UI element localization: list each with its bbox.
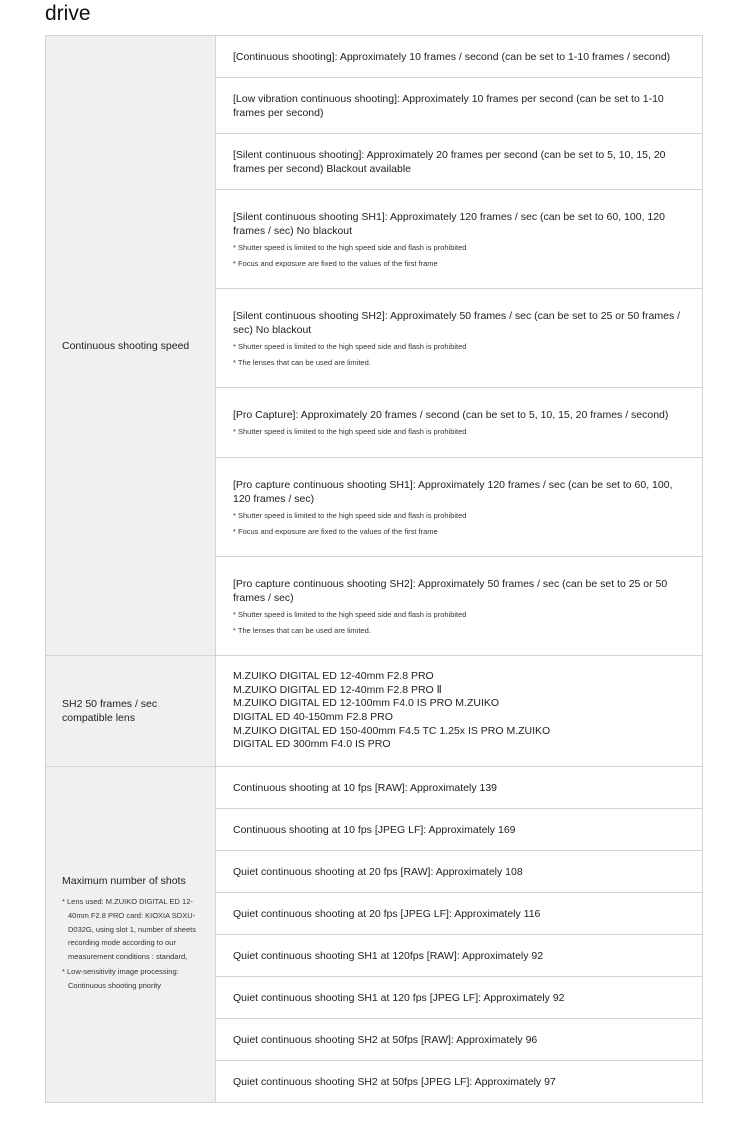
spec-text: [Silent continuous shooting]: Approximately 20 frames per second (can be set to 5, 10, 15, 20 frames per second) Blackout available [233, 148, 666, 175]
header-footnote: * Lens used: M.ZUIKO DIGITAL ED 12-40mm F2.8 PRO card: KIOXIA SDXU-D032G, using slot 1, number of sheets recording mode according to our measurement conditions : standard, [62, 897, 196, 961]
lens-list [233, 670, 688, 752]
spec-text: [Pro Capture]: Approximately 20 frames / second (can be set to 5, 10, 15, 20 frames / second) [233, 409, 669, 421]
header-footnote-list [62, 895, 207, 992]
footnote-list [233, 427, 688, 437]
spec-text: Quiet continuous shooting at 20 fps [RAW]: Approximately 108 [233, 865, 523, 878]
table-cell [216, 656, 703, 767]
spec-text: [Silent continuous shooting SH2]: Approximately 50 frames / sec (can be set to 25 or 50 frames / sec) No blackout [233, 309, 681, 336]
table-cell [216, 388, 703, 458]
table-cell [216, 1019, 703, 1061]
lens-item: DIGITAL ED 300mm F4.0 IS PRO [233, 738, 391, 751]
spec-text: Quiet continuous shooting SH1 at 120fps [RAW]: Approximately 92 [233, 949, 544, 962]
spec-text: Continuous shooting at 10 fps [JPEG LF]: Approximately 169 [233, 823, 516, 836]
footnote-list [233, 243, 688, 269]
spec-text: [Low vibration continuous shooting]: Approximately 10 frames per second (can be set to 1-10 frames per second) [233, 92, 664, 119]
table-cell [216, 935, 703, 977]
footnote-list [233, 511, 688, 537]
table-row [46, 656, 703, 767]
lens-item: DIGITAL ED 40-150mm F2.8 PRO [233, 711, 393, 723]
footnote: * Shutter speed is limited to the high speed side and flash is prohibited [233, 427, 467, 436]
row-header-label: Maximum number of shots [62, 875, 186, 888]
table-cell [216, 851, 703, 893]
table-cell [216, 767, 703, 809]
table-cell [216, 36, 703, 78]
header-footnote: * Low-sensitivity image processing: Continuous shooting priority [62, 967, 179, 990]
footnote-list [233, 342, 688, 368]
row-header-continuous-shooting-speed: Continuous shooting speed [46, 36, 216, 656]
row-header-sh2-compatible-lens: SH2 50 frames / sec compatible lens [46, 656, 216, 767]
table-cell [216, 289, 703, 388]
table-cell [216, 1061, 703, 1103]
table-cell [216, 809, 703, 851]
spec-text: Quiet continuous shooting at 20 fps [JPEG LF]: Approximately 116 [233, 907, 541, 920]
lens-item: M.ZUIKO DIGITAL ED 12-100mm F4.0 IS PRO M.ZUIKO [233, 697, 500, 710]
table-row [46, 36, 703, 78]
spec-table [45, 35, 703, 1103]
footnote: * Focus and exposure are fixed to the values of the first frame [233, 258, 438, 268]
table-cell [216, 190, 703, 289]
table-row [46, 767, 703, 809]
spec-text: [Silent continuous shooting SH1]: Approximately 120 frames / sec (can be set to 60, 100, 120 frames / sec) No blackout [233, 210, 665, 237]
page-title: drive [45, 2, 91, 25]
table-cell [216, 78, 703, 134]
footnote: * Shutter speed is limited to the high speed side and flash is prohibited [233, 341, 467, 351]
row-header-maximum-number-of-shots [46, 767, 216, 1103]
spec-text: Quiet continuous shooting SH2 at 50fps [JPEG LF]: Approximately 97 [233, 1075, 556, 1088]
spec-text: [Pro capture continuous shooting SH1]: Approximately 120 frames / sec (can be set to 60, 100, 120 frames / sec) [233, 478, 673, 505]
lens-item: M.ZUIKO DIGITAL ED 12-40mm F2.8 PRO Ⅱ [233, 683, 442, 696]
footnote: * Shutter speed is limited to the high speed side and flash is prohibited [233, 242, 467, 252]
lens-item: M.ZUIKO DIGITAL ED 12-40mm F2.8 PRO [233, 669, 434, 682]
table-cell [216, 893, 703, 935]
table-cell [216, 134, 703, 190]
footnote: * Shutter speed is limited to the high speed side and flash is prohibited [233, 510, 467, 520]
spec-text: [Continuous shooting]: Approximately 10 frames / second (can be set to 1-10 frames / second) [233, 50, 671, 63]
lens-item: M.ZUIKO DIGITAL ED 150-400mm F4.5 TC 1.25x IS PRO M.ZUIKO [233, 724, 551, 737]
spec-text: Continuous shooting at 10 fps [RAW]: Approximately 139 [233, 781, 498, 794]
footnote: * Shutter speed is limited to the high speed side and flash is prohibited [233, 609, 467, 619]
table-cell [216, 458, 703, 557]
table-cell [216, 557, 703, 656]
footnote: * The lenses that can be used are limited. [233, 357, 371, 367]
footnote: * Focus and exposure are fixed to the values of the first frame [233, 526, 438, 536]
spec-text: Quiet continuous shooting SH2 at 50fps [RAW]: Approximately 96 [233, 1033, 538, 1046]
footnote: * The lenses that can be used are limited. [233, 625, 371, 635]
spec-text: Quiet continuous shooting SH1 at 120 fps [JPEG LF]: Approximately 92 [233, 991, 565, 1004]
footnote-list [233, 610, 688, 636]
table-cell [216, 977, 703, 1019]
spec-text: [Pro capture continuous shooting SH2]: Approximately 50 frames / sec (can be set to 25 or 50 frames / sec) [233, 577, 668, 604]
